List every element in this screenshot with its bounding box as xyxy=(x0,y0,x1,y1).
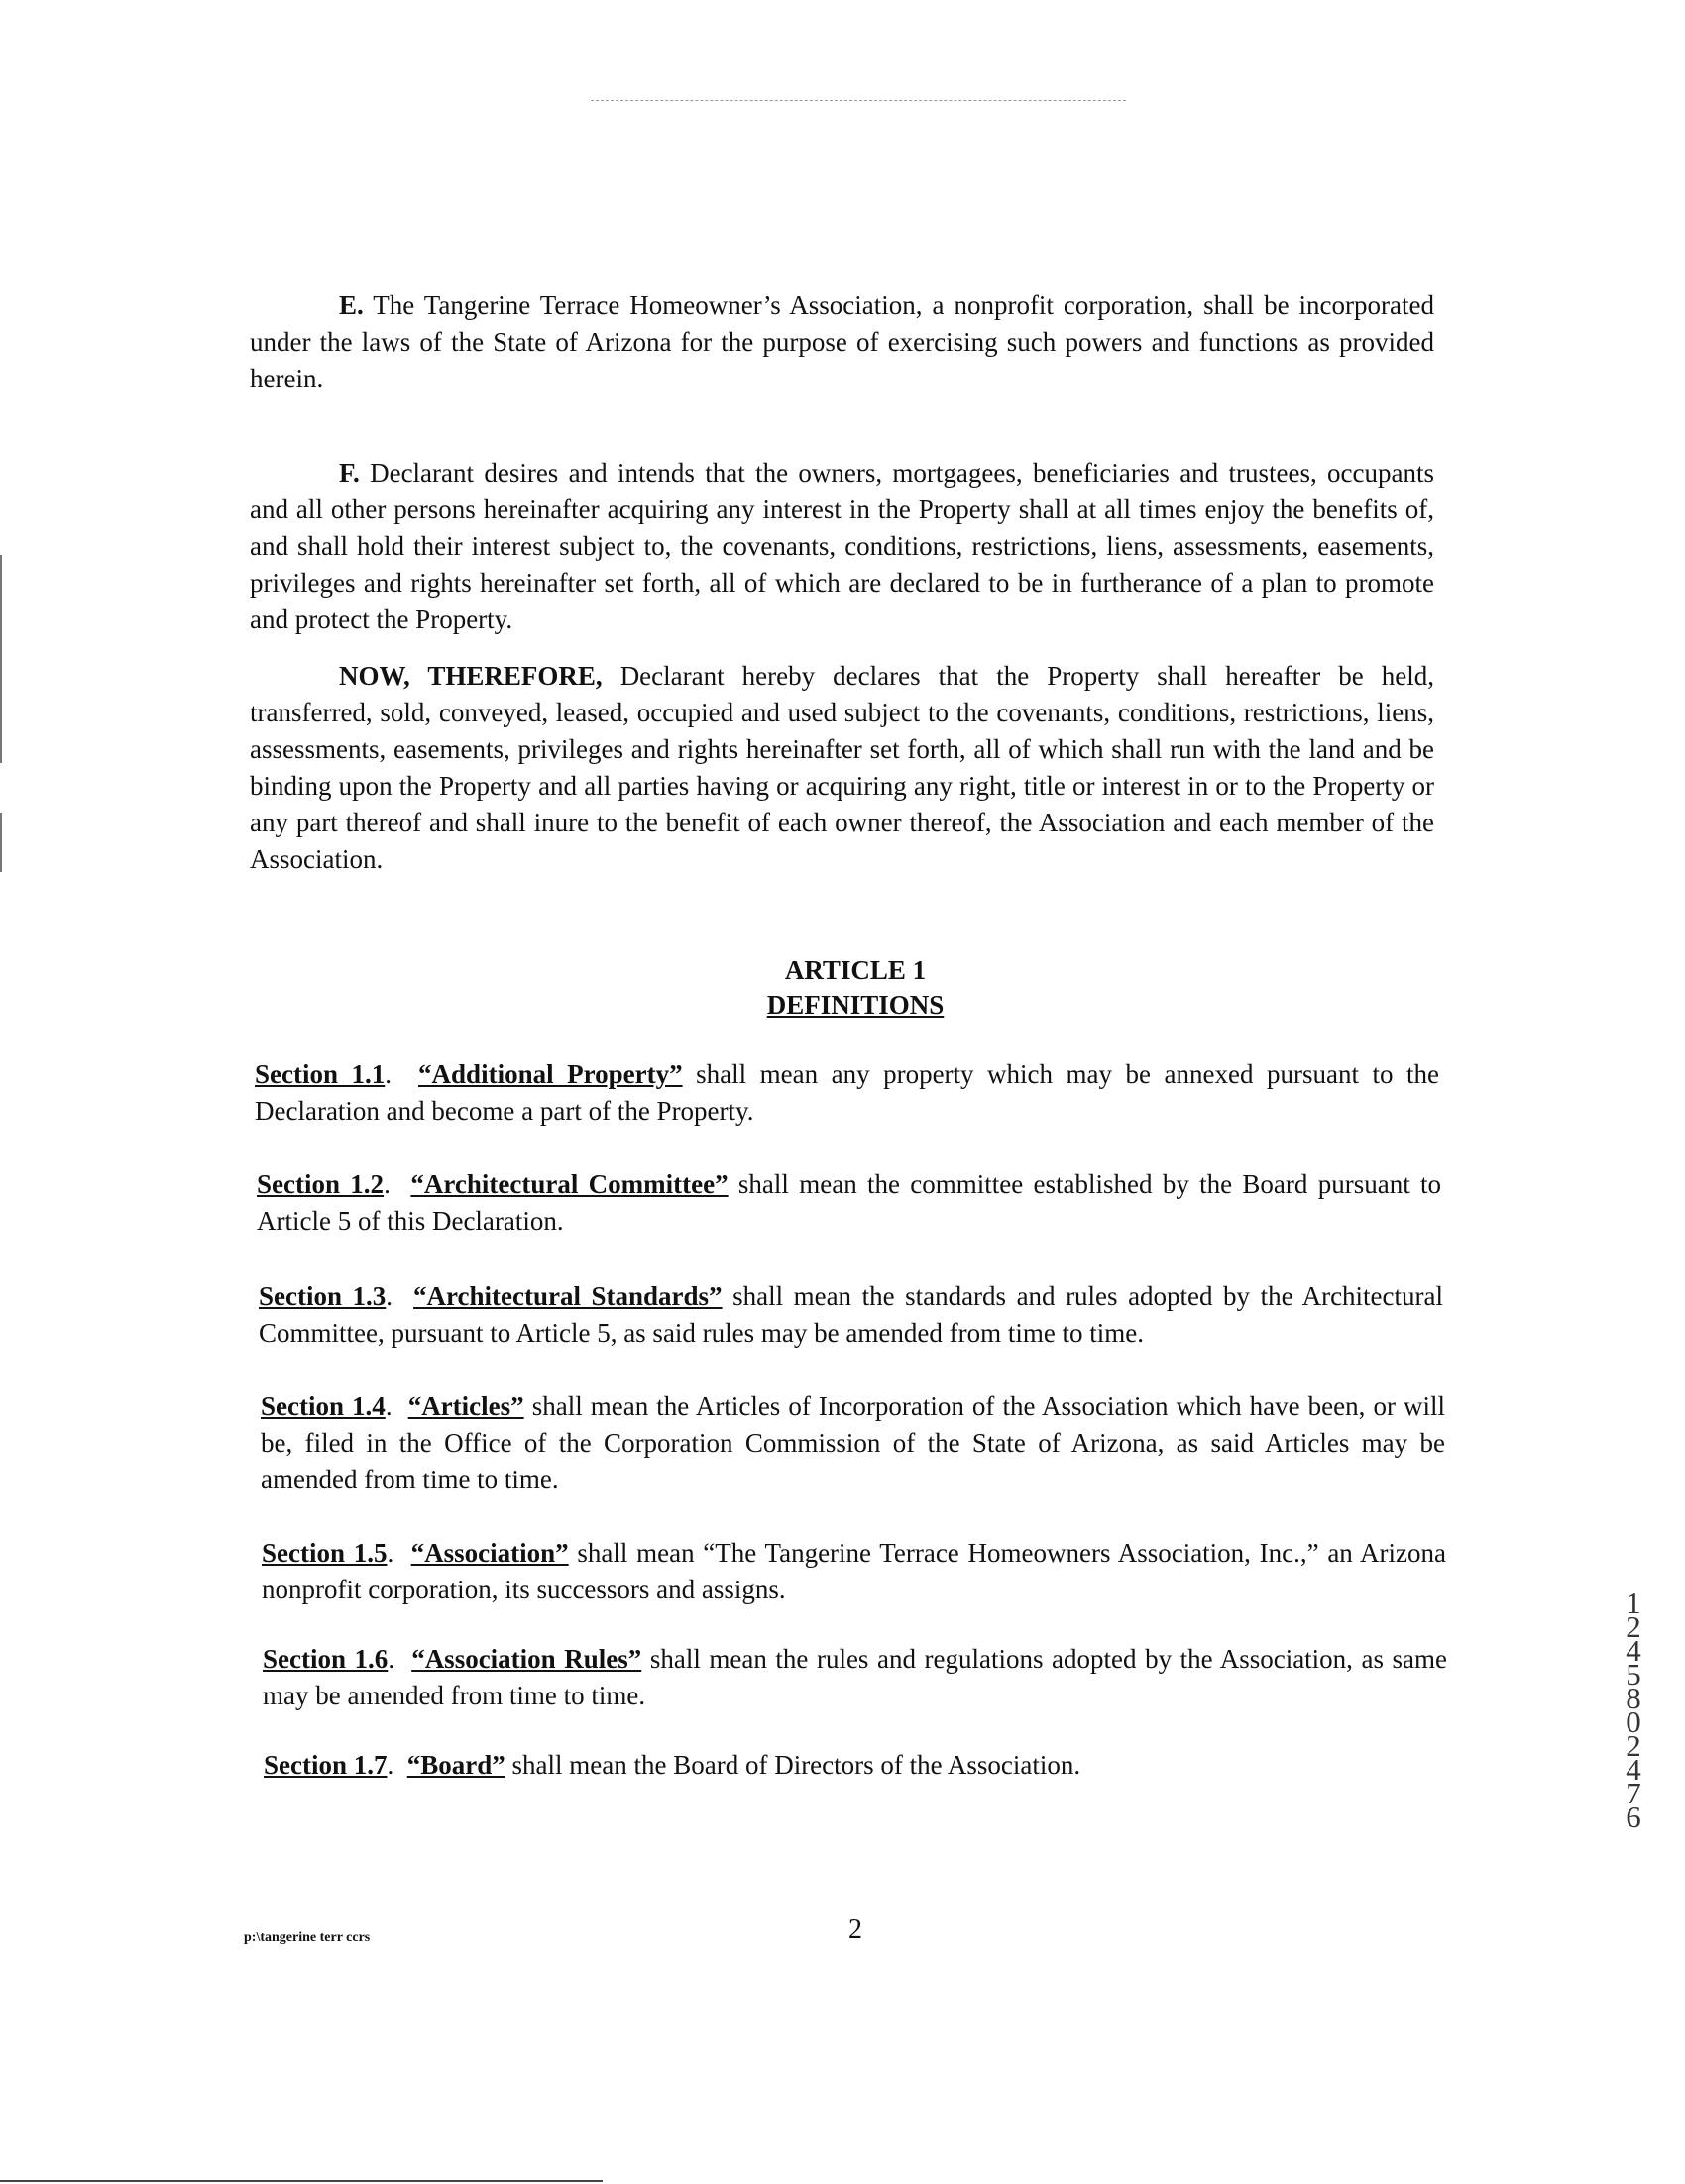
section-number: Section 1.7 xyxy=(264,1750,388,1780)
section-number: Section 1.1 xyxy=(255,1059,386,1089)
now-therefore-text: Declarant hereby declares that the Property shall hereafter be held, transferred, sold, conveyed, leased, occupied and used subject to the covenants, conditions, restrictions, liens, assessments, easements, privileges and rights hereinafter set forth, all of which shall run with the land and be binding upon the Property and all parties having or acquiring any right, title or interest in or to the Property or any part thereof and shall inure to the benefit of each owner thereof, the Association and each member of the Association. xyxy=(250,661,1435,874)
section-number: Section 1.3 xyxy=(259,1281,387,1311)
bates-number: 12458 02476 xyxy=(1626,1585,1641,1834)
section-term: “Architectural Committee” xyxy=(410,1169,729,1199)
section-term: “Board” xyxy=(406,1750,506,1780)
paragraph-f-text: Declarant desires and intends that the owners, mortgagees, beneficiaries and trustees, occupants and all other persons hereinafter acquiring any interest in the Property shall at all times enjoy the benefits of, and shall hold their interest subject to, the covenants, conditions, restrictions, liens, assessments, easements, privileges and rights hereinafter set forth, all of which are declared to be in furtherance of a plan to promote and protect the Property. xyxy=(250,458,1435,634)
section-text: shall mean any property which may be annexed pursuant to the Declaration and become a part of the Property. xyxy=(255,1059,1440,1126)
section-term: “Association Rules” xyxy=(411,1644,642,1674)
section-1-7: Section 1.7. “Board” shall mean the Board of Directors of the Association. xyxy=(264,1750,1081,1780)
page-number: 2 xyxy=(848,1914,862,1945)
scan-artifact-left-edge xyxy=(0,555,2,763)
footer-file-label: p:\tangerine terr ccrs xyxy=(244,1930,371,1945)
section-1-4: Section 1.4. “Articles” shall mean the Articles of Incorporation of the Association which have been, or will be, filed in the Office of the Corporation Commission of the State of Arizona, as said Articles may be amended from time to time. xyxy=(261,1391,1446,1494)
paragraph-e-label: E. xyxy=(339,290,364,320)
now-therefore-label: NOW, THEREFORE, xyxy=(339,661,603,691)
section-text: shall mean the standards and rules adopted by the Architectural Committee, pursuant to Article 5, as said rules may be amended from time to time. xyxy=(259,1281,1443,1348)
section-text: shall mean the Articles of Incorporation of the Association which have been, or will be, filed in the Office of the Corporation Commission of the State of Arizona, as said Articles may be amended from time to time. xyxy=(261,1391,1446,1494)
section-1-2: Section 1.2. “Architectural Committee” shall mean the committee established by the Board pursuant to Article 5 of this Declaration. xyxy=(257,1169,1441,1236)
paragraph-f-label: F. xyxy=(339,458,360,488)
paragraph-e-text: The Tangerine Terrace Homeowner’s Association, a nonprofit corporation, shall be incorporated under the laws of the State of Arizona for the purpose of exercising such powers and functions as provided herein. xyxy=(250,290,1434,393)
section-term: “Architectural Standards” xyxy=(413,1281,723,1311)
paragraph-now-therefore xyxy=(250,658,1434,878)
scan-artifact-left-edge-2 xyxy=(0,813,2,872)
section-term: “Articles” xyxy=(407,1391,524,1421)
paragraph-e xyxy=(250,287,1434,397)
section-number: Section 1.4 xyxy=(261,1391,386,1421)
section-term: “Additional Property” xyxy=(418,1059,683,1089)
section-number: Section 1.2 xyxy=(257,1169,385,1199)
scan-artifact-bottom-line xyxy=(0,2180,603,2182)
section-1-3: Section 1.3. “Architectural Standards” shall mean the standards and rules adopted by the Architectural Committee, pursuant to Article 5, as said rules may be amended from time to time. xyxy=(259,1281,1443,1348)
article-number: ARTICLE 1 xyxy=(784,955,927,985)
paragraph-f xyxy=(250,455,1434,638)
article-title: DEFINITIONS xyxy=(766,990,945,1020)
section-1-1: Section 1.1. “Additional Property” shall mean any property which may be annexed pursuant to the Declaration and become a part of the Property. xyxy=(255,1059,1440,1126)
section-term: “Association” xyxy=(410,1538,569,1568)
section-number: Section 1.6 xyxy=(263,1644,389,1674)
scan-artifact-top xyxy=(591,100,1126,101)
section-text: shall mean “The Tangerine Terrace Homeowners Association, Inc.,” an Arizona nonprofit corporation, its successors and assigns. xyxy=(262,1538,1446,1604)
section-1-5: Section 1.5. “Association” shall mean “The Tangerine Terrace Homeowners Association, Inc.,” an Arizona nonprofit corporation, its successors and assigns. xyxy=(262,1538,1446,1604)
section-1-6: Section 1.6. “Association Rules” shall mean the rules and regulations adopted by the Association, as same may be amended from time to time. xyxy=(263,1644,1448,1710)
section-text: shall mean the Board of Directors of the Association. xyxy=(511,1750,1081,1780)
section-text: shall mean the rules and regulations adopted by the Association, as same may be amended from time to time. xyxy=(263,1644,1448,1710)
section-text: shall mean the committee established by the Board pursuant to Article 5 of this Declaration. xyxy=(257,1169,1441,1236)
section-number: Section 1.5 xyxy=(262,1538,388,1568)
